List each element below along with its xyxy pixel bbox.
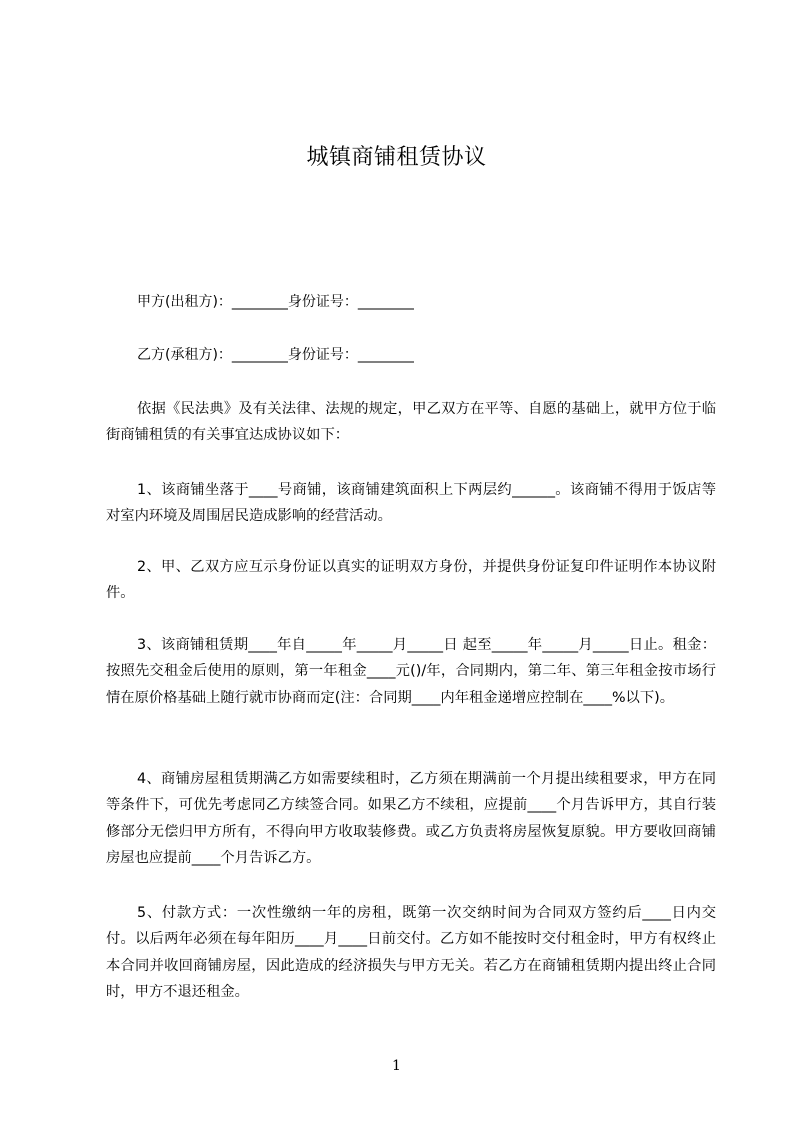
intro-paragraph: 依据《民法典》及有关法律、法规的规定，甲乙双方在平等、自愿的基础上，就甲方位于临街商铺租赁的有关事宜达成协议如下： [106,401,716,444]
clause-2: 2、甲、乙双方应互示身份证以真实的证明双方身份，并提供身份证复印件证明作本协议附件。 [106,559,716,602]
clause-1: 1、该商铺坐落于____号商铺，该商铺建筑面积上下两层约______。该商铺不得用于饭店等对室内环境及周围居民造成影响的经营活动。 [106,482,716,525]
clause-3: 3、该商铺租赁期____年自_____年_____月_____日 起至_____年_____月_____日止。租金：按照先交租金后使用的原则，第一年租金____元()/年，合同期内，第二年、第三年租金按市场行情在原价格基础上随行就市协商而定(注：合同期____内年租金递增应控制在____%以下)。 [106,637,716,706]
party-a-line: 甲方(出租方)：________身份证号：________ [137,294,414,310]
document-title: 城镇商铺租赁协议 [306,145,487,170]
page-number: 1 [392,1058,401,1074]
party-b-line: 乙方(承租方)：________身份证号：________ [137,347,414,363]
clause-5: 5、付款方式：一次性缴纳一年的房租，既第一次交纳时间为合同双方签约后____日内交付。以后两年必须在每年阳历____月____日前交付。乙方如不能按时交付租金时，甲方有权终止本合同并收回商铺房屋，因此造成的经济损失与甲方无关。若乙方在商铺租赁期内提出终止合同时，甲方不退还租金。 [106,905,716,1001]
clause-4: 4、商铺房屋租赁期满乙方如需要续租时，乙方须在期满前一个月提出续租要求，甲方在同等条件下，可优先考虑同乙方续签合同。如果乙方不续租，应提前____个月告诉甲方，其自行装修部分无偿归甲方所有，不得向甲方收取装修费。或乙方负责将房屋恢复原貌。甲方要收回商铺房屋也应提前____个月告诉乙方。 [106,771,716,867]
